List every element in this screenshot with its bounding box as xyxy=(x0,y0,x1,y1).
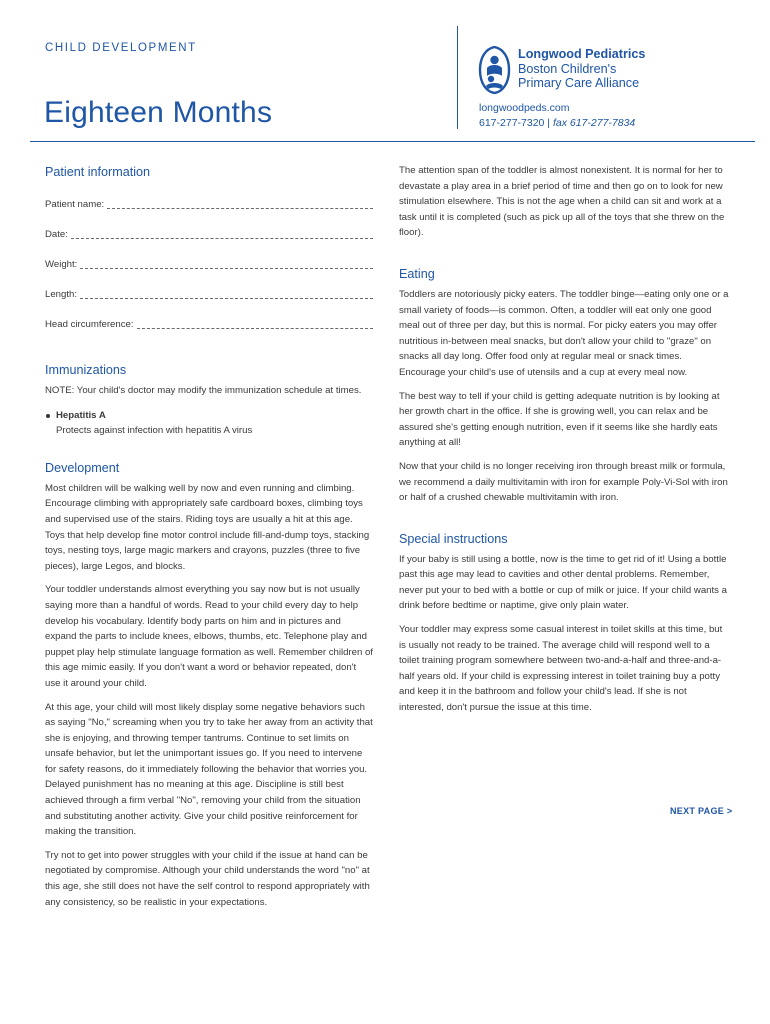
field-label: Head circumference: xyxy=(45,319,134,331)
eating-heading: Eating xyxy=(399,266,435,281)
special-instructions-heading: Special instructions xyxy=(399,531,508,546)
field-line[interactable] xyxy=(137,327,373,329)
immunization-item xyxy=(45,408,373,439)
development-paragraph: Your toddler understands almost everything you say now but is not usually saying more than a handful of words. Read to your child every day to help develop his vocabulary. Identify body parts on him and in pictures and expand the parts to include knees, elbows, thumbs, etc. Telephone play and puppet play help stimulate language formation as well. Remember children of this age mimic easily. If you don't want a word or behavior repeated, don't use it around your child. xyxy=(45,584,373,689)
right-column xyxy=(399,163,729,716)
longwood-logo-icon xyxy=(478,46,511,94)
org-name-line-1: Longwood Pediatrics xyxy=(518,47,646,61)
website-link[interactable]: longwoodpeds.com xyxy=(479,102,570,114)
fax-number: fax 617-277-7834 xyxy=(552,117,636,129)
development-paragraph: Most children will be walking well by now and even running and climbing. Encourage climbing with appropriately safe cardboard boxes, climbing toys and supervised use of the stairs. Riding toys are usually a hit at this age. Toys that help develop fine motor control include fill-and-dump toys, stacking toys, nesting toys, large magic markers and crayons, puzzles (three to five pieces), large Legos, and blocks. xyxy=(45,482,370,572)
development-paragraph: Try not to get into power struggles with your child if the issue at hand can be negotiated by compromise. Although your child understands the word "no" at this age, she still does not have the self control to respond appropriately with any consistency, so be realistic in your expectations. xyxy=(45,849,370,908)
eating-paragraph: Now that your child is no longer receiving iron through breast milk or formula, we recommend a daily multivitamin with iron for example Poly-Vi-Sol with iron or half of a crushed chewable multivitamin with iron. xyxy=(399,460,728,504)
org-name-line-3: Primary Care Alliance xyxy=(518,76,640,90)
length-field[interactable] xyxy=(45,273,373,303)
special-paragraph: If your baby is still using a bottle, now is the time to get rid of it! Using a bottle past this age may lead to cavities and other dental problems. Remember, never put your to bed with a bottle or cup of milk or juice. If your child wants a drink before bedtime or naptime, give only plain water. xyxy=(399,553,727,612)
page-title: Eighteen Months xyxy=(44,96,273,129)
field-label: Patient name: xyxy=(45,199,105,211)
phone-number: 617-277-7320 | xyxy=(479,117,553,129)
field-label: Date: xyxy=(45,229,68,241)
immunizations-heading: Immunizations xyxy=(45,363,127,377)
eating-paragraph: Toddlers are notoriously picky eaters. The toddler binge—eating only one or a small variety of foods—is common. Often, a toddler will eat only one good meal out of three per day, but this is normal. For picky eaters you may offer nutritious in-between meal snacks, but don't allow your child to "graze" on snacks all day long. Offer food only at regular meal or snack times. Encourage your child's use of utensils and a cup at every meal now. xyxy=(399,288,729,378)
immunization-title: Hepatitis A xyxy=(56,409,106,421)
field-line[interactable] xyxy=(107,207,373,209)
header-rule xyxy=(30,141,755,142)
immunization-note: NOTE: Your child's doctor may modify the immunization schedule at times. xyxy=(45,385,362,396)
patient-info-heading: Patient information xyxy=(45,165,151,179)
development-heading: Development xyxy=(45,460,120,475)
field-line[interactable] xyxy=(80,297,373,299)
field-line[interactable] xyxy=(71,237,373,239)
immunization-desc: Protects against infection with hepatitis A virus xyxy=(56,425,253,437)
patient-name-field[interactable] xyxy=(45,183,373,213)
development-paragraph: At this age, your child will most likely display some negative behaviors such as saying "No," screaming when you try to take her away from an activity that she is enjoying, and throwing temper tantrums. Continue to set limits on unsafe behavior, but let the unimportant issues go. If you need to intervene for safety reasons, do it immediately following the behavior that worries you. Delayed punishment has no meaning at this age. Discipline is still best achieved through a firm verbal "No", removing your child from the situation and substituting another activity. Give your child positive reinforcement for making the transition. xyxy=(45,701,373,838)
next-page-link[interactable]: NEXT PAGE > xyxy=(670,806,733,816)
field-line[interactable] xyxy=(80,267,373,269)
date-field[interactable] xyxy=(45,213,373,243)
org-name-line-2: Boston Children's xyxy=(518,61,617,76)
head-circumference-field[interactable] xyxy=(45,303,373,333)
weight-field[interactable] xyxy=(45,243,373,273)
organization-name xyxy=(518,47,645,91)
special-paragraph: Your toddler may express some casual interest in toilet skills at this time, but is usually not ready to be trained. The average child will respond well to a toilet training program somewhere between two-and-a-half and three-and-a-half years old. If your child is expressing interest in toilet training buy a potty and keep it in the bathroom and follow your child's lead. If she is not interested, don't pursue the issue at this time. xyxy=(399,624,723,714)
field-label: Length: xyxy=(45,289,78,301)
eating-paragraph: The best way to tell if your child is getting adequate nutrition is by looking at her growth chart in the office. If she is growing well, you can relax and be assured she's getting enough nutrition, even if it seems like she hardly eats anything at all! xyxy=(399,390,720,449)
section-label: CHILD DEVELOPMENT xyxy=(45,42,197,54)
field-label: Weight: xyxy=(45,259,78,271)
header-divider xyxy=(457,26,458,129)
attention-paragraph: The attention span of the toddler is almost nonexistent. It is normal for her to devastate a play area in a brief period of time and then go on to look for new stimulation elsewhere. This is not the age when a child can sit and work at a task until it is completed (such as pick up all of the toys that she threw on the floor). xyxy=(399,165,725,239)
contact-info xyxy=(479,101,635,131)
left-column xyxy=(45,163,373,910)
